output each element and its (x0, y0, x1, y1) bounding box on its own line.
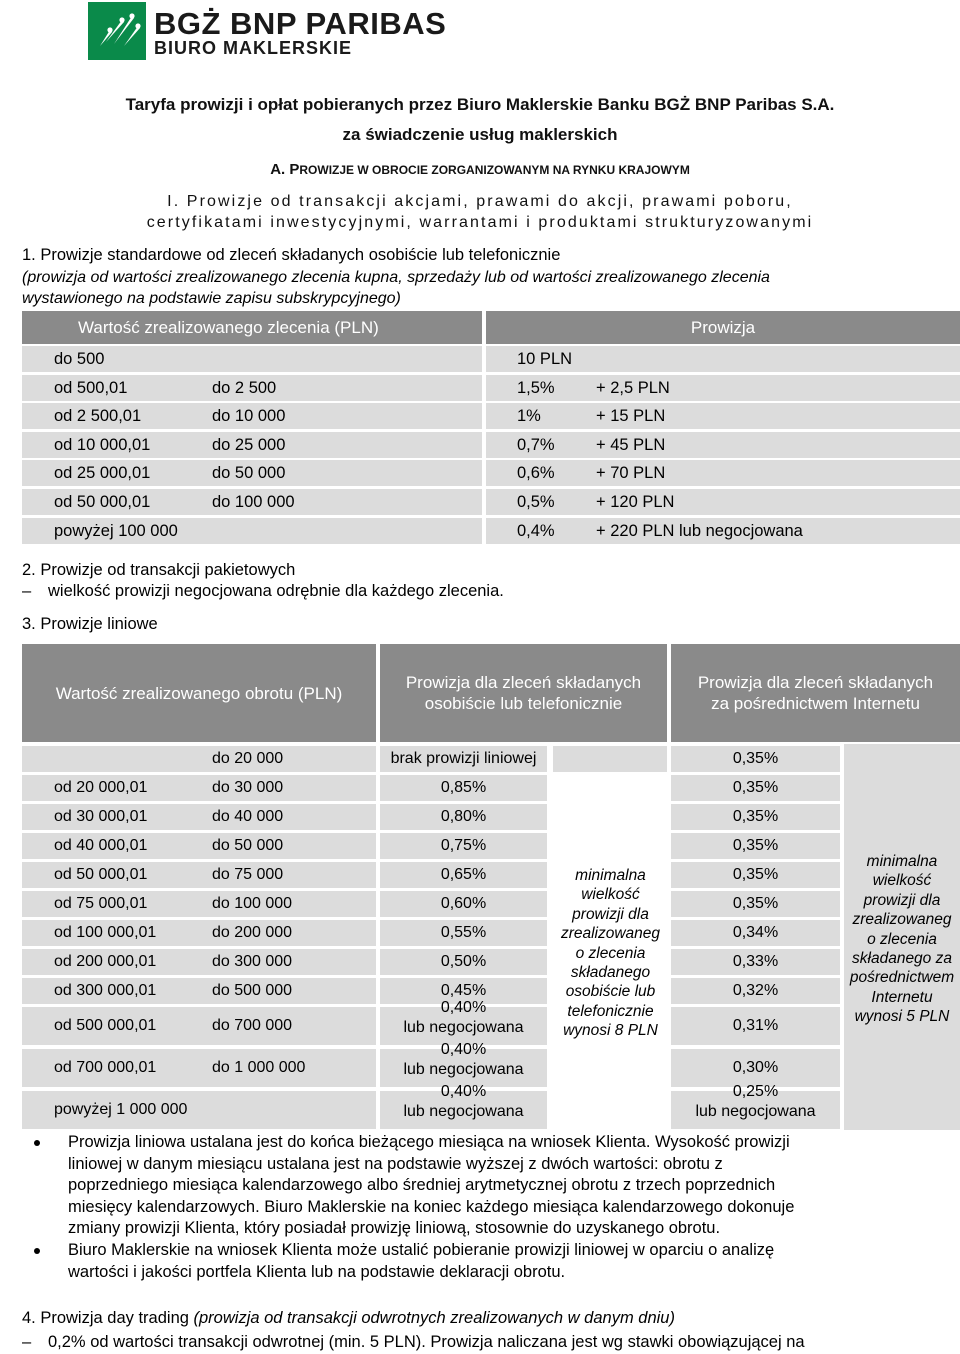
cell-net2: lub negocjowana (695, 1103, 816, 1120)
min-internet-note (844, 852, 960, 1027)
cell-net: 0,32% (732, 982, 779, 999)
text-line: wynosi 8 PLN (563, 1022, 658, 1040)
table-row: od 50 000,01 do 100 000 0,5% + 120 PLN (22, 489, 960, 515)
cell-net: 0,35% (732, 779, 779, 796)
cell-from: od 30 000,01 (54, 808, 148, 825)
text-line: telefonicznie (567, 1002, 654, 1020)
bullet-icon (34, 1248, 40, 1254)
cell-net: 0,33% (732, 953, 779, 970)
text-line: osobiście lub (565, 983, 656, 1001)
text-line: zrealizowaneg (852, 911, 952, 929)
cell-net: 0,35% (732, 895, 779, 912)
table-row: od 2 500,01 do 10 000 1% + 15 PLN (22, 403, 960, 429)
text-line: wynosi 5 PLN (854, 1008, 950, 1026)
cell-tel: 0,75% (440, 837, 487, 854)
brand-logo (88, 2, 447, 62)
cell-tel: 0,65% (440, 866, 487, 883)
cell-tel: 0,60% (440, 895, 487, 912)
cell-from: od 50 000,01 (54, 866, 148, 883)
cell-tel: 0,40% (440, 1083, 487, 1100)
cell-to: do 20 000 (212, 750, 284, 767)
cell-from: od 500 000,01 (54, 1017, 157, 1034)
cell-tel: 0,40% (440, 1041, 487, 1058)
logo-name: BGŻ BNP PARIBAS (154, 6, 447, 41)
cell-tel: 0,85% (440, 779, 487, 796)
section-i-heading-line2: certyfikatami inwestycyjnymi, warrantami i produktami strukturyzowanymi (146, 214, 814, 231)
cell-to: do 300 000 (212, 953, 293, 970)
section-2-text: wielkość prowizji negocjowana odrębnie dla każdego zlecenia. (48, 582, 504, 600)
section-a-heading: A. PROWIZJE W OBROCIE ZORGANIZOWANYM NA RYNKU KRAJOWYM (270, 161, 690, 178)
text-line: miesięcy kalendarzowych. Biuro Maklerskie na koniec każdego miesiąca kalendarzowego dokonuje (68, 1197, 795, 1216)
cell-to: do 700 000 (212, 1017, 293, 1034)
text-line: poprzedniego miesiąca kalendarzowego albo średniej arytmetycznej obrotu z trzech poprzednich (68, 1176, 776, 1194)
cell-net: 0,35% (732, 750, 779, 767)
section-4-text: 0,2% od wartości transakcji odwrotnej (min. 5 PLN). Prowizja naliczana jest wg stawki obowiązującej na (48, 1333, 805, 1351)
text-line: wartości i jakości portfela Klienta lub na podstawie deklaracji obrotu. (68, 1262, 566, 1281)
cell-from: od 20 000,01 (54, 779, 148, 796)
cell-to: do 1 000 000 (212, 1059, 306, 1076)
text-line: minimalna (575, 867, 646, 884)
text-line: zmiany prowizji Klienta, który posiadał prowizję liniową, stosownie do uzyskanego obrotu. (68, 1219, 721, 1237)
cell-net: 0,35% (732, 837, 779, 854)
text-line: minimalna (866, 853, 938, 870)
cell-tel: 0,50% (440, 953, 487, 970)
cell-to: do 30 000 (212, 779, 284, 796)
section-1-heading: 1. Prowizje standardowe od zleceń składanych osobiście lub telefonicznie (22, 246, 561, 264)
table-row: od 25 000,01 do 50 000 0,6% + 70 PLN (22, 460, 960, 486)
dash-marker: – (22, 582, 32, 600)
cell-tel: 0,40% (440, 999, 487, 1016)
section-1-note-line1: (prowizja od wartości zrealizowanego zlecenia kupna, sprzedaży lub od wartości zrealizowanego zlecenia (22, 269, 770, 286)
cell-from: od 200 000,01 (54, 953, 157, 970)
bullet-icon (34, 1140, 40, 1146)
logo-subtitle: BIURO MAKLERSKIE (154, 38, 353, 58)
min-phone-note (553, 866, 668, 1041)
table-header-value: Wartość zrealizowanego zlecenia (PLN) (22, 311, 482, 344)
bullet-linear-info (68, 1132, 928, 1240)
cell-net: 0,31% (732, 1017, 779, 1034)
cell-tel2: lub negocjowana (403, 1061, 524, 1078)
text-line: wielkość (872, 872, 932, 890)
table-row: powyżej 100 000 0,4% + 220 PLN lub negocjowana (22, 518, 960, 544)
cell-net: 0,30% (732, 1059, 779, 1076)
section-2-heading: 2. Prowizje od transakcji pakietowych (22, 561, 296, 579)
table-header-commission: Prowizja (486, 311, 960, 344)
cell-tel2: lub negocjowana (403, 1103, 524, 1120)
cell-net: 0,35% (732, 866, 779, 883)
cell-from: od 40 000,01 (54, 837, 148, 854)
cell-net: 0,34% (732, 924, 779, 941)
table-row: od 10 000,01 do 25 000 0,7% + 45 PLN (22, 432, 960, 458)
cell-tel: 0,80% (440, 808, 487, 825)
text-line: prowizji dla (572, 905, 649, 923)
section-4-heading: 4. Prowizja day trading (prowizja od transakcji odwrotnych zrealizowanych w danym dniu) (22, 1309, 675, 1327)
text-line: składanego za (852, 950, 952, 968)
text-line: Biuro Maklerskie na wniosek Klienta może ustalić pobieranie prowizji liniowej w oparciu o analizę (68, 1241, 775, 1259)
text-line: liniowej w danym miesiącu ustalana jest na podstawie wyższej z dwóch wartości: obrotu z (68, 1154, 723, 1173)
cell-from: od 100 000,01 (54, 924, 157, 941)
cell-tel: 0,45% (440, 982, 487, 999)
dash-marker: – (22, 1333, 32, 1351)
text-line: zrealizowaneg (560, 925, 661, 943)
table-row: do 500 10 PLN (22, 346, 960, 372)
text-line: pośrednictwem (849, 969, 955, 987)
cell-to: do 40 000 (212, 808, 284, 825)
cell-to: do 500 000 (212, 982, 293, 999)
cell-to: do 100 000 (212, 895, 293, 912)
linear-table-header-value: Wartość zrealizowanego obrotu (PLN) (22, 644, 376, 742)
cell-tel2: lub negocjowana (403, 1019, 524, 1036)
logo-mark-icon (88, 2, 146, 60)
text-line: Internetu (871, 988, 933, 1006)
text-line: o zlecenia (867, 930, 937, 948)
section-3-heading: 3. Prowizje liniowe (22, 615, 158, 633)
document-subtitle: za świadczenie usług maklerskich (342, 125, 618, 144)
text-line: o zlecenia (575, 944, 646, 962)
text-line: składanego (570, 964, 651, 982)
cell-to: do 75 000 (212, 866, 284, 883)
cell-from: od 75 000,01 (54, 895, 148, 912)
cell-from: od 300 000,01 (54, 982, 157, 999)
cell-to: do 200 000 (212, 924, 293, 941)
document-title: Taryfa prowizji i opłat pobieranych przez Biuro Maklerskie Banku BGŻ BNP Paribas S.A. (125, 95, 835, 114)
cell-net: 0,25% (732, 1083, 779, 1100)
cell-from: powyżej 1 000 000 (54, 1101, 188, 1118)
linear-table-header-phone: Prowizja dla zleceń składanych osobiście lub telefonicznie (380, 644, 667, 742)
text-line: prowizji dla (863, 891, 941, 909)
cell-net: 0,35% (732, 808, 779, 825)
cell-tel: brak prowizji liniowej (390, 750, 537, 767)
linear-table-header-internet: Prowizja dla zleceń składanych za pośrednictwem Internetu (671, 644, 960, 742)
cell-to: do 50 000 (212, 837, 284, 854)
text-line: wielkość (581, 886, 640, 904)
cell-from: od 700 000,01 (54, 1059, 157, 1076)
cell-tel: 0,55% (440, 924, 487, 941)
table-row: od 500,01 do 2 500 1,5% + 2,5 PLN (22, 375, 960, 401)
text-line: Prowizja liniowa ustalana jest do końca bieżącego miesiąca na wniosek Klienta. Wysokość prowizji (68, 1133, 790, 1151)
bullet-portfolio-info (68, 1240, 928, 1283)
section-i-heading-line1: I. Prowizje od transakcji akcjami, prawami do akcji, prawami poboru, (167, 193, 793, 210)
section-1-note-line2: wystawionego na podstawie zapisu subskrypcyjnego) (22, 290, 401, 307)
